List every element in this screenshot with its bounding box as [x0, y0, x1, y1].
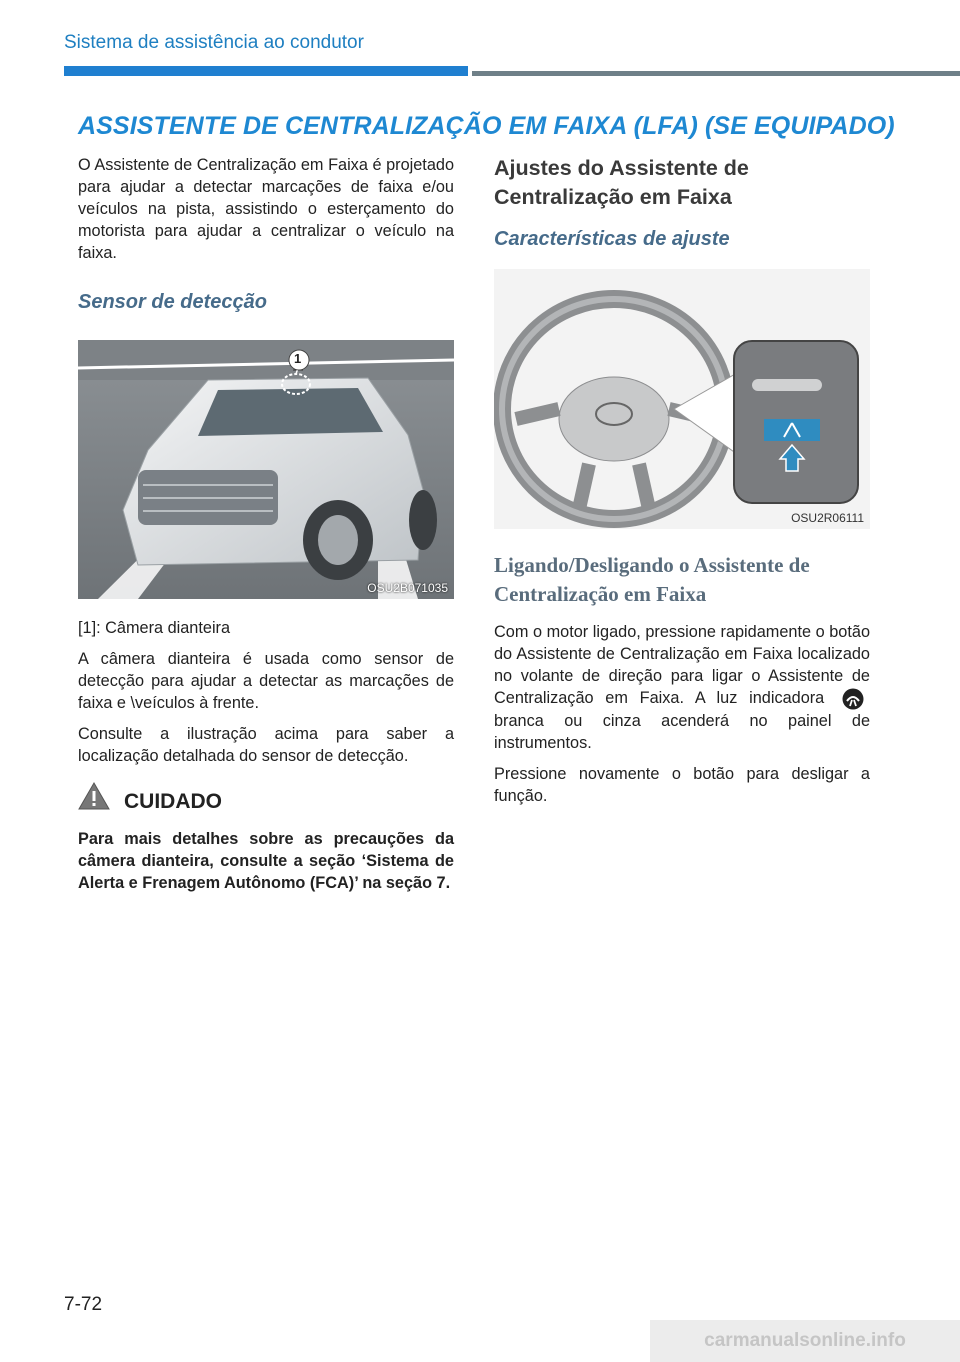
left-column	[78, 154, 454, 894]
car-figure	[78, 340, 454, 599]
intro-paragraph: O Assistente de Centralização em Faixa é projetado para ajudar a detectar marcações de faixa e/ou veículos na pista, assistindo o esterçamento do motorista para ajudar a centralizar o veículo na faixa.	[78, 156, 454, 262]
location-paragraph: Consulte a ilustração acima para saber a localização detalhada do sensor de detecção.	[78, 725, 454, 765]
sensor-heading: Sensor de detecção	[78, 291, 267, 313]
figure-code: OSU2R06111	[791, 511, 864, 525]
settings-heading: Ajustes do Assistente de Centralização em Faixa	[494, 156, 749, 209]
right-column	[494, 154, 870, 816]
on-off-text-b: branca ou cinza acenderá no painel de instrumentos.	[494, 711, 870, 752]
header-rule-blue	[64, 66, 468, 76]
on-off-paragraph	[494, 621, 870, 754]
steering-wheel-illustration	[494, 269, 870, 529]
car-illustration	[78, 340, 454, 599]
warning-triangle-icon	[78, 782, 110, 810]
header-rule-gray	[472, 71, 960, 76]
steering-wheel-figure	[494, 269, 870, 529]
off-paragraph: Pressione novamente o botão para desligar a função.	[494, 764, 870, 805]
running-header: Sistema de assistência ao condutor	[64, 32, 364, 53]
figure-code: OSU2B071035	[367, 581, 448, 595]
page-number: 7-72	[64, 1294, 103, 1315]
caution-text: Para mais detalhes sobre as precauções da câmera dianteira, consulte a seção ‘Sistema de Alerta e Frenagem Autônomo (FCA)’ na seção 7.	[78, 830, 454, 892]
on-off-heading: Ligando/Desligando o Assistente de Centralização em Faixa	[494, 553, 810, 606]
caution-header	[78, 788, 454, 816]
watermark: carmanualsonline.info	[650, 1320, 960, 1362]
camera-paragraph: A câmera dianteira é usada como sensor de detecção para ajudar a detectar as marcações de faixa e \veículos à frente.	[78, 650, 454, 712]
caution-title: CUIDADO	[124, 790, 222, 813]
figure-callout-number: 1	[294, 351, 302, 366]
lane-following-indicator-icon	[842, 688, 864, 710]
on-off-text-a: Com o motor ligado, pressione rapidamente o botão do Assistente de Centralização em Faixa localizado no volante de direção para ligar o Assistente de Centralização em Faixa. A luz indicadora	[494, 623, 870, 707]
section-title: ASSISTENTE DE CENTRALIZAÇÃO EM FAIXA (LFA) (SE EQUIPADO)	[78, 112, 895, 140]
figure-caption: [1]: Câmera dianteira	[78, 619, 231, 637]
settings-subheading: Características de ajuste	[494, 228, 730, 250]
